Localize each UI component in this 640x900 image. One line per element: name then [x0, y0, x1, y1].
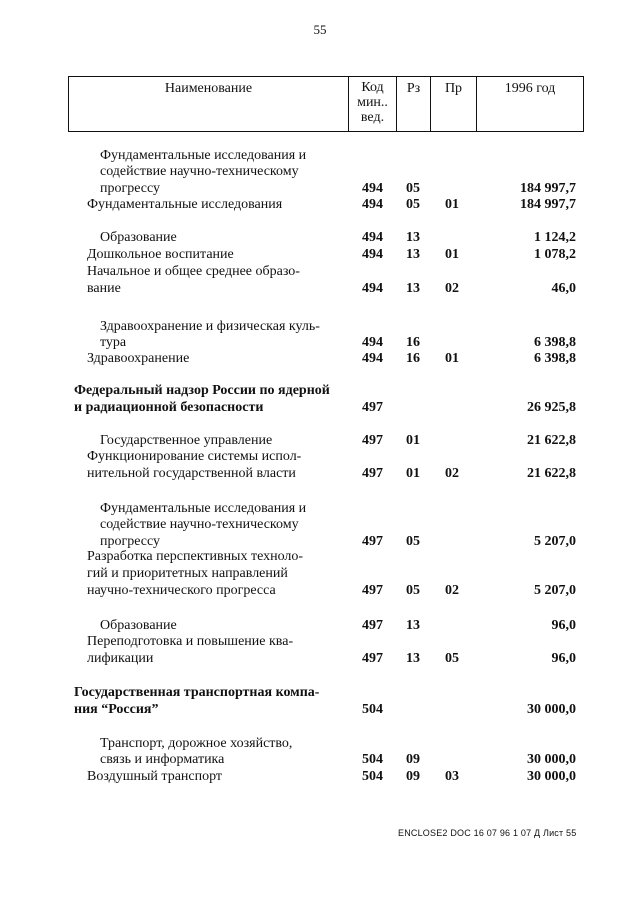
- row-name: Федеральный надзор России по ядерной: [74, 383, 330, 398]
- row-code: 497: [362, 618, 383, 633]
- header-pr-cell: [430, 77, 476, 131]
- row-name: прогрессу: [100, 181, 161, 196]
- row-name: Государственное управление: [100, 433, 273, 448]
- row-name: тура: [100, 335, 127, 350]
- row-name: Образование: [100, 618, 177, 633]
- row-name: научно-технического прогресса: [87, 583, 276, 598]
- row-amount: 5 207,0: [534, 583, 576, 598]
- row-amount: 184 997,7: [520, 197, 576, 212]
- row-section: 05: [406, 197, 420, 212]
- row-section: 05: [406, 181, 420, 196]
- header-year: 1996 год: [504, 81, 556, 96]
- row-name: Фундаментальные исследования и: [100, 148, 307, 163]
- row-code: 504: [362, 752, 383, 767]
- row-code: 494: [362, 281, 383, 296]
- row-code: 497: [362, 534, 383, 549]
- row-name: лификации: [87, 651, 154, 666]
- row-name: и радиационной безопасности: [74, 400, 264, 415]
- row-name: Дошкольное воспитание: [87, 247, 234, 262]
- row-subsection: 05: [445, 651, 459, 666]
- row-section: 13: [406, 230, 420, 245]
- row-amount: 21 622,8: [527, 433, 576, 448]
- row-amount: 6 398,8: [534, 351, 576, 366]
- row-name: содействие научно-техническому: [100, 517, 299, 532]
- row-code: 504: [362, 769, 383, 784]
- row-section: 13: [406, 618, 420, 633]
- table-row: [0, 582, 640, 600]
- row-subsection: 01: [445, 247, 459, 262]
- row-name: Начальное и общее среднее образо-: [87, 264, 300, 279]
- row-amount: 96,0: [551, 651, 576, 666]
- row-amount: 21 622,8: [527, 466, 576, 481]
- row-section: 01: [406, 466, 420, 481]
- table-row: [0, 399, 640, 417]
- row-name: вание: [87, 281, 121, 296]
- row-code: 494: [362, 181, 383, 196]
- row-name: Переподготовка и повышение ква-: [87, 634, 294, 649]
- row-code: 497: [362, 466, 383, 481]
- table-row: [0, 280, 640, 298]
- row-subsection: 02: [445, 281, 459, 296]
- table-row: [0, 548, 640, 566]
- header-name-cell: [68, 77, 348, 131]
- row-amount: 26 925,8: [527, 400, 576, 415]
- row-name: Транспорт, дорожное хозяйство,: [100, 736, 293, 751]
- row-code: 504: [362, 702, 383, 717]
- header-rz: Рз: [406, 81, 421, 96]
- row-subsection: 03: [445, 769, 459, 784]
- row-name: Фундаментальные исследования и: [100, 501, 307, 516]
- row-amount: 184 997,7: [520, 181, 576, 196]
- table-row: [0, 246, 640, 264]
- row-section: 16: [406, 335, 420, 350]
- row-amount: 1 124,2: [534, 230, 576, 245]
- row-name: ния “Россия”: [74, 702, 159, 717]
- row-section: 16: [406, 351, 420, 366]
- row-code: 494: [362, 197, 383, 212]
- row-subsection: 01: [445, 197, 459, 212]
- table-row: [0, 516, 640, 534]
- table-row: [0, 163, 640, 181]
- row-subsection: 02: [445, 466, 459, 481]
- row-amount: 1 078,2: [534, 247, 576, 262]
- row-section: 05: [406, 583, 420, 598]
- row-code: 497: [362, 651, 383, 666]
- table-row: [0, 633, 640, 651]
- row-code: 494: [362, 335, 383, 350]
- table-row: [0, 650, 640, 668]
- row-name: Функционирование системы испол-: [87, 449, 302, 464]
- row-section: 05: [406, 534, 420, 549]
- row-amount: 6 398,8: [534, 335, 576, 350]
- table-row: [0, 684, 640, 702]
- row-subsection: 02: [445, 583, 459, 598]
- header-code-line2: мин..: [357, 95, 388, 110]
- header-code-line3: вед.: [360, 110, 385, 125]
- row-code: 497: [362, 583, 383, 598]
- header-code-line1: Код: [361, 80, 384, 95]
- table-row: [0, 465, 640, 483]
- table-row: [0, 701, 640, 719]
- row-amount: 30 000,0: [527, 752, 576, 767]
- row-name: Здравоохранение: [87, 351, 190, 366]
- row-section: 01: [406, 433, 420, 448]
- row-code: 494: [362, 230, 383, 245]
- row-name: связь и информатика: [100, 752, 225, 767]
- row-name: Здравоохранение и физическая куль-: [100, 319, 320, 334]
- row-subsection: 01: [445, 351, 459, 366]
- row-name: Воздушный транспорт: [87, 769, 223, 784]
- row-section: 13: [406, 281, 420, 296]
- header-code-cell: [348, 77, 396, 131]
- row-name: Разработка перспективных техноло-: [87, 549, 304, 564]
- row-name: гий и приоритетных направлений: [87, 566, 288, 581]
- table-row: [0, 768, 640, 786]
- row-amount: 46,0: [551, 281, 576, 296]
- footer-file-stamp: ENCLOSE2 DOC 16 07 96 1 07 Д Лист 55: [398, 828, 577, 838]
- header-pr: Пр: [444, 81, 463, 96]
- header-name: Наименование: [164, 81, 253, 96]
- row-code: 494: [362, 351, 383, 366]
- row-name: нительной государственной власти: [87, 466, 296, 481]
- row-code: 494: [362, 247, 383, 262]
- table-row: [0, 382, 640, 400]
- row-name: Государственная транспортная компа-: [74, 685, 320, 700]
- row-name: прогрессу: [100, 534, 161, 549]
- page-number: 55: [313, 22, 327, 37]
- row-name: содействие научно-техническому: [100, 164, 299, 179]
- row-code: 497: [362, 400, 383, 415]
- row-section: 09: [406, 752, 420, 767]
- table-row: [0, 350, 640, 368]
- header-year-cell: [476, 77, 584, 131]
- table-header: [68, 76, 584, 132]
- table-row: [0, 196, 640, 214]
- row-section: 09: [406, 769, 420, 784]
- row-code: 497: [362, 433, 383, 448]
- row-amount: 30 000,0: [527, 769, 576, 784]
- header-rz-cell: [396, 77, 430, 131]
- row-amount: 96,0: [551, 618, 576, 633]
- row-section: 13: [406, 247, 420, 262]
- row-name: Образование: [100, 230, 177, 245]
- table-row: [0, 263, 640, 281]
- row-section: 13: [406, 651, 420, 666]
- row-amount: 5 207,0: [534, 534, 576, 549]
- table-row: [0, 448, 640, 466]
- row-name: Фундаментальные исследования: [87, 197, 283, 212]
- row-amount: 30 000,0: [527, 702, 576, 717]
- table-row: [0, 751, 640, 769]
- table-row: [0, 565, 640, 583]
- table-row: [0, 229, 640, 247]
